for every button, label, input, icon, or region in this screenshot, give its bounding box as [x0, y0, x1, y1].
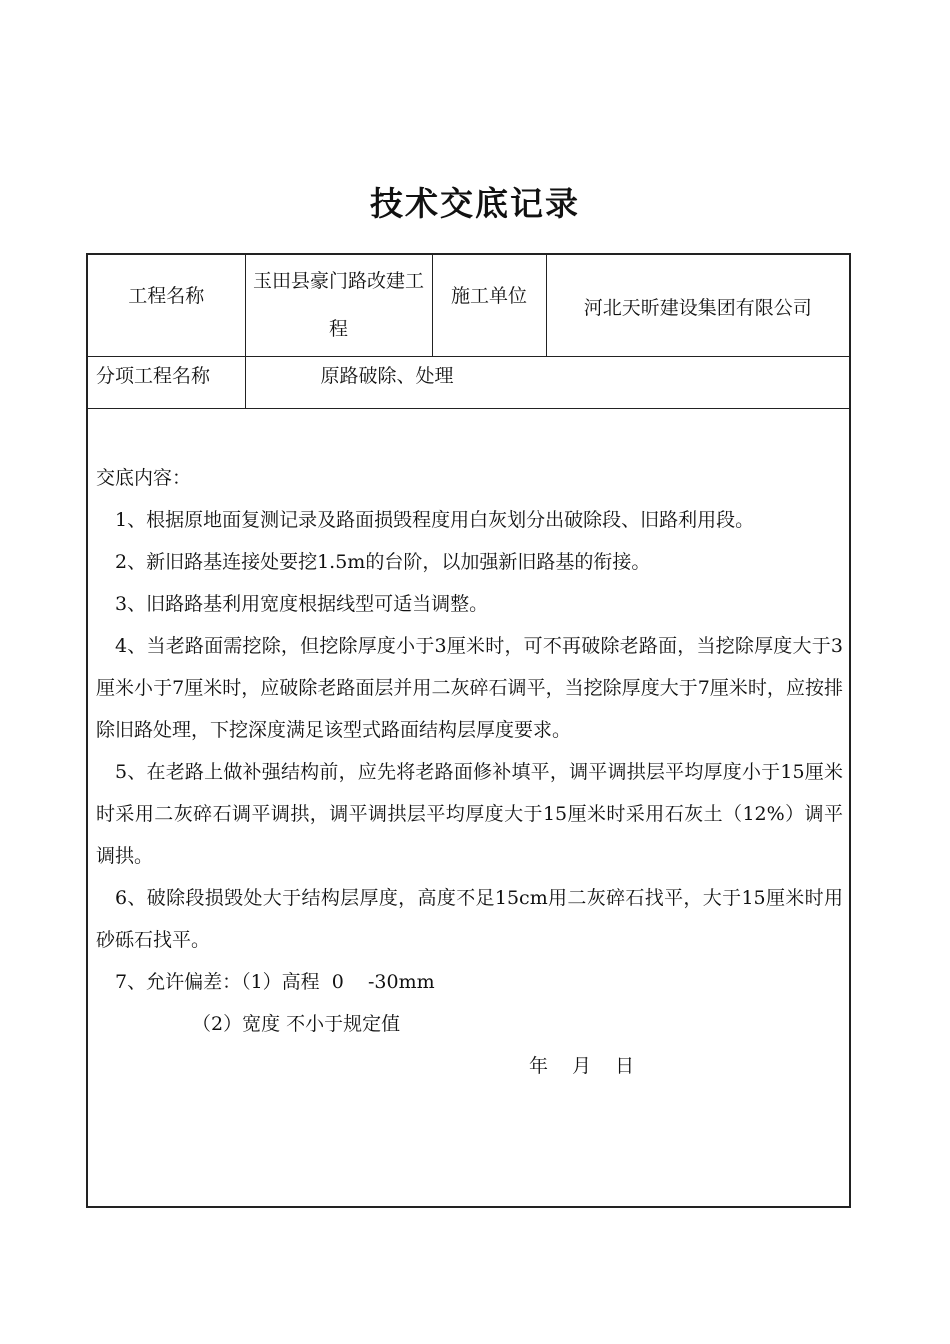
project-info-row [87, 254, 850, 356]
sub-project-value: 原路破除、处理 [245, 356, 850, 408]
sub-project-row [87, 356, 850, 408]
content-row [87, 408, 850, 1207]
content-heading: 交底内容： [96, 466, 192, 489]
construction-unit-value: 河北天昕建设集团有限公司 [546, 254, 850, 356]
project-name-text: 玉田县豪门路改建工程 [252, 270, 424, 340]
project-name-value [245, 254, 432, 356]
sub-project-label: 分项工程名称 [87, 356, 245, 408]
signature-date: 年 月 日 [529, 1054, 635, 1077]
content-item-4: 4、当老路面需挖除，但挖除厚度小于3厘米时，可不再破除老路面，当挖除厚度大于3厘米小于7厘米时，应破除老路面层并用二灰碎石调平，当挖除厚度大于7厘米时，应按排除旧路处理，下挖深度满足该型式路面结构层厚度要求。 [96, 634, 843, 741]
construction-unit-label: 施工单位 [432, 254, 546, 356]
content-item-3: 3、旧路路基利用宽度根据线型可适当调整。 [115, 592, 489, 615]
briefing-content [87, 408, 850, 1207]
document-title: 技术交底记录 [370, 184, 580, 223]
project-name-label: 工程名称 [87, 254, 245, 356]
technical-briefing-table [86, 253, 851, 1208]
content-item-1: 1、根据原地面复测记录及路面损毁程度用白灰划分出破除段、旧路利用段。 [115, 508, 755, 531]
content-item-6: 6、破除段损毁处大于结构层厚度，高度不足15cm用二灰碎石找平，大于15厘米时用砂砾石找平。 [96, 886, 843, 951]
content-item-7: 7、允许偏差：（1）高程 0 -30mm [115, 970, 435, 993]
content-item-5: 5、在老路上做补强结构前，应先将老路面修补填平，调平调拱层平均厚度小于15厘米时采用二灰碎石调平调拱，调平调拱层平均厚度大于15厘米时采用石灰土（12%）调平调拱。 [96, 760, 843, 867]
content-item-2: 2、新旧路基连接处要挖1.5m的台阶，以加强新旧路基的衔接。 [115, 550, 651, 573]
tolerance-width: （2）宽度 不小于规定值 [192, 1012, 401, 1035]
